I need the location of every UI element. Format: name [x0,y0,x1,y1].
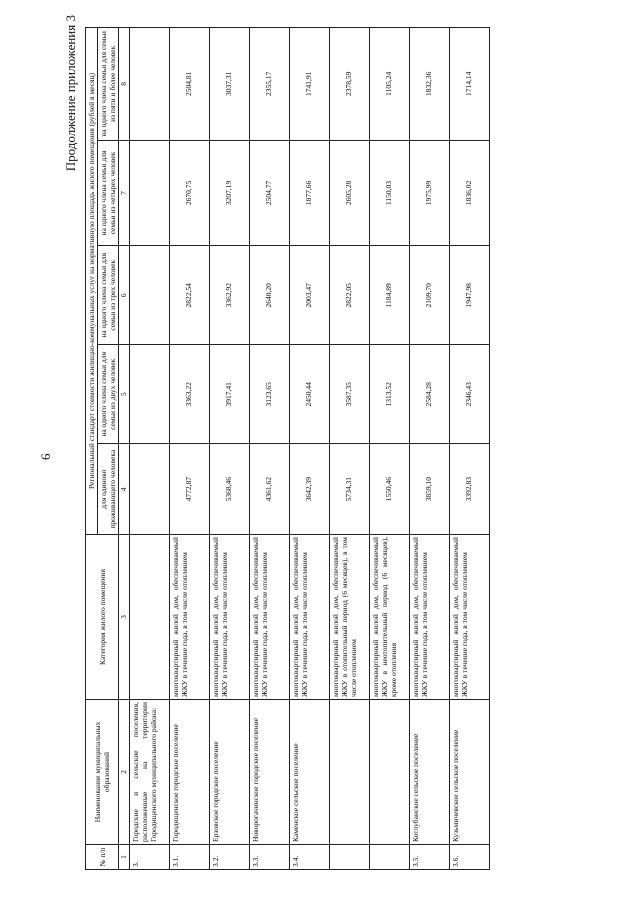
row-value: 3642,39 [289,444,329,535]
row-value: 1150,03 [369,140,409,246]
row-value: 2378,59 [329,28,369,141]
row-category: многоквартирный жилой дом, обеспечиваемый ЖКУ в течение года, в том числе отоплением [409,535,449,700]
header-standard: Региональный стандарт стоимости жилищно-коммунальных услуг на нормативную площадь жилого помещения (рублей в месяц) [86,28,98,535]
row-value: 1975,99 [409,140,449,246]
row-value: 3363,22 [169,345,209,444]
table-row [449,28,489,870]
section-num: 3. [129,845,169,870]
row-category: многоквартирный жилой дом, обеспечиваемый ЖКУ в течение года, в том числе отоплением [449,535,489,700]
tariff-table [85,27,490,870]
row-value: 4772,87 [169,444,209,535]
row-value: 5368,46 [209,444,249,535]
row-value: 2346,43 [449,345,489,444]
row-category: многоквартирный жилой дом, обеспечиваемый ЖКУ в течение года, в том числе отоплением [289,535,329,700]
header-name: Наименование муниципальных образований [86,700,119,845]
header-category: Категория жилого помещения [86,535,119,700]
row-value: 1184,89 [369,246,409,345]
table-row [249,28,289,870]
col-index: 5 [119,345,129,444]
col-index: 2 [119,700,129,845]
row-value: 2605,28 [329,140,369,246]
col-index: 1 [119,845,129,870]
section-name: Городские и сельские поселения, расположенные на территории Городищенского муниципального района: [129,700,169,845]
row-num: 3.3. [249,845,289,870]
header-sub-1: для одиноко проживающего человека [98,444,119,535]
table-row [409,28,449,870]
header-sub-4: на одного члена семьи для семьи из четырех человек [98,140,119,246]
row-category: многоквартирный жилой дом, обеспечиваемый ЖКУ в неотопительный период (6 месяцев), кроме отопления [369,535,409,700]
row-name [329,700,369,845]
table-row [369,28,409,870]
row-num: 3.2. [209,845,249,870]
header-sub-3: на одного члена семьи для семьи из трех человек [98,246,119,345]
row-value: 2504,81 [169,28,209,141]
header-sub-2: на одного члена семьи для семьи из двух человек [98,345,119,444]
row-value: 3917,41 [209,345,249,444]
row-value: 3859,10 [409,444,449,535]
row-value: 1836,02 [449,140,489,246]
table-row [169,28,209,870]
row-category: многоквартирный жилой дом, обеспечиваемый ЖКУ в течение года, в том числе отоплением [249,535,289,700]
row-value: 2584,28 [409,345,449,444]
appendix-label: Продолжение приложения 3 [63,15,78,172]
row-name [369,700,409,845]
row-value: 3587,35 [329,345,369,444]
table-row [209,28,249,870]
page-number: 6 [38,453,53,460]
col-index: 6 [119,246,129,345]
row-value: 1550,46 [369,444,409,535]
row-category: многоквартирный жилой дом, обеспечиваемый ЖКУ в отопительный период (6 месяцев), в том числе отоплением [329,535,369,700]
row-num: 3.6. [449,845,489,870]
row-value: 3207,19 [209,140,249,246]
row-value: 2822,05 [329,246,369,345]
col-index: 4 [119,444,129,535]
header-sub-5: на одного члена семьи для семьи из пяти и более человек [98,28,119,141]
table-row [329,28,369,870]
row-name: Каменское сельское поселение [289,700,329,845]
row-value: 1947,98 [449,246,489,345]
row-value: 2670,75 [169,140,209,246]
row-value: 4361,62 [249,444,289,535]
row-value: 5734,31 [329,444,369,535]
row-name: Городищенское городское поселение [169,700,209,845]
row-value: 2109,70 [409,246,449,345]
table-row [289,28,329,870]
row-value: 3362,92 [209,246,249,345]
col-index: 7 [119,140,129,246]
row-num [369,845,409,870]
col-index: 8 [119,28,129,141]
row-value: 1714,14 [449,28,489,141]
row-name: Кузьмичевское сельское поселение [449,700,489,845]
row-value: 1832,36 [409,28,449,141]
row-value: 2822,54 [169,246,209,345]
col-index: 3 [119,535,129,700]
row-value: 2504,77 [249,140,289,246]
row-name: Котлубанское сельское поселение [409,700,449,845]
row-value: 2640,20 [249,246,289,345]
row-value: 1313,52 [369,345,409,444]
row-category: многоквартирный жилой дом, обеспечиваемый ЖКУ в течение года, в том числе отоплением [169,535,209,700]
row-num [329,845,369,870]
header-num: № п/п [86,845,119,870]
row-value: 2003,47 [289,246,329,345]
row-value: 2450,44 [289,345,329,444]
row-value: 1741,91 [289,28,329,141]
row-value: 3037,31 [209,28,249,141]
row-value: 1105,24 [369,28,409,141]
row-name: Новорогачинское городское поселение [249,700,289,845]
row-num: 3.1. [169,845,209,870]
row-name: Ерзовское городское поселение [209,700,249,845]
row-num: 3.4. [289,845,329,870]
row-value: 2355,17 [249,28,289,141]
row-value: 1877,66 [289,140,329,246]
row-category: многоквартирный жилой дом, обеспечиваемый ЖКУ в течение года, в том числе отоплением [209,535,249,700]
row-num: 3.5. [409,845,449,870]
row-value: 3123,65 [249,345,289,444]
row-value: 3392,83 [449,444,489,535]
